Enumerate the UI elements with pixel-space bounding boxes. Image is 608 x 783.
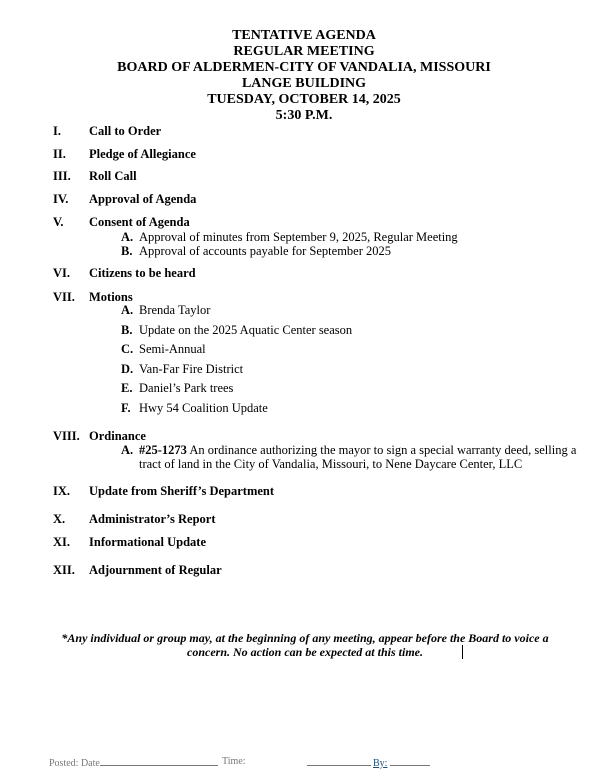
- item-number: II.: [53, 147, 66, 161]
- subitem-text: [139, 443, 576, 457]
- ordinance-number: #25-1273: [139, 443, 187, 457]
- item-number: XI.: [53, 535, 71, 549]
- board-name: BOARD OF ALDERMEN-CITY OF VANDALIA, MISSOURI: [117, 60, 491, 75]
- item-label: Pledge of Allegiance: [89, 147, 196, 161]
- time-blank: [307, 756, 371, 769]
- item-label: Approval of Agenda: [89, 192, 197, 206]
- subitem-text-body: Approval of minutes from September 9, 2025, Regular Meeting: [139, 230, 458, 244]
- item-label: Call to Order: [89, 124, 162, 138]
- subitem-text: [139, 342, 206, 356]
- item-label: Adjournment of Regular: [89, 563, 222, 577]
- item-label: Roll Call: [89, 169, 137, 183]
- item-label: Update from Sheriff’s Department: [89, 484, 275, 498]
- subitem-letter: D.: [121, 362, 134, 376]
- item-number: VII.: [53, 290, 75, 304]
- footer-posted: [49, 756, 218, 769]
- item-label: Citizens to be heard: [89, 266, 196, 280]
- subitem-letter: C.: [121, 342, 134, 356]
- subitem-text-body: Semi-Annual: [139, 342, 206, 356]
- item-label: Informational Update: [89, 535, 207, 549]
- item-number: V.: [53, 215, 64, 229]
- subitem-text-cont: tract of land in the City of Vandalia, Missouri, to Nene Daycare Center, LLC: [139, 457, 523, 471]
- subitem-text: [139, 244, 391, 258]
- item-label: Consent of Agenda: [89, 215, 190, 229]
- subitem-letter: B.: [121, 323, 133, 337]
- text-cursor: [462, 645, 463, 659]
- subitem-text: [139, 303, 210, 317]
- subitem-text: [139, 401, 268, 415]
- item-number: VI.: [53, 266, 71, 280]
- subitem-text-body: Approval of accounts payable for September 2025: [139, 244, 392, 258]
- subitem-letter: A.: [121, 443, 134, 457]
- subitem-text-body: An ordinance authorizing the mayor to sign a special warranty deed, selling a: [186, 443, 577, 457]
- subitem-letter: A.: [121, 230, 134, 244]
- posted-label: Posted: Date: [49, 758, 100, 769]
- time: 5:30 P.M.: [275, 108, 333, 123]
- item-number: IV.: [53, 192, 69, 206]
- subitem-letter: A.: [121, 303, 134, 317]
- subitem-text-body: Update on the 2025 Aquatic Center season: [139, 323, 353, 337]
- subitem-text: [139, 381, 233, 395]
- by-label: By:: [373, 758, 388, 769]
- date-blank: [100, 756, 218, 766]
- subtitle: REGULAR MEETING: [233, 44, 375, 59]
- subitem-text-body: Hwy 54 Coalition Update: [139, 401, 268, 415]
- item-number: III.: [53, 169, 71, 183]
- item-label: Motions: [89, 290, 133, 304]
- footer-by: [373, 756, 430, 769]
- subitem-text-body: Daniel’s Park trees: [139, 381, 234, 395]
- subitem-letter: E.: [121, 381, 133, 395]
- item-number: I.: [53, 124, 61, 138]
- item-number: VIII.: [53, 429, 80, 443]
- item-number: XII.: [53, 563, 75, 577]
- by-blank: [390, 756, 430, 766]
- footer-time: Time:: [222, 756, 246, 767]
- subitem-text-body: Van-Far Fire District: [139, 362, 244, 376]
- date: TUESDAY, OCTOBER 14, 2025: [207, 92, 401, 107]
- subitem-letter: F.: [121, 401, 131, 415]
- item-label: Ordinance: [89, 429, 146, 443]
- location: LANGE BUILDING: [241, 76, 367, 91]
- note-line-1: *Any individual or group may, at the beginning of any meeting, appear before the Board to voice a: [61, 631, 549, 645]
- title: TENTATIVE AGENDA: [232, 28, 376, 43]
- item-number: IX.: [53, 484, 71, 498]
- subitem-text: [139, 230, 458, 244]
- subitem-text: [139, 323, 352, 337]
- item-label: Administrator’s Report: [89, 512, 216, 526]
- subitem-text: [139, 362, 243, 376]
- item-number: X.: [53, 512, 66, 526]
- note-line-2: concern. No action can be expected at this time.: [187, 645, 423, 659]
- subitem-letter: B.: [121, 244, 133, 258]
- subitem-text-body: Brenda Taylor: [139, 303, 211, 317]
